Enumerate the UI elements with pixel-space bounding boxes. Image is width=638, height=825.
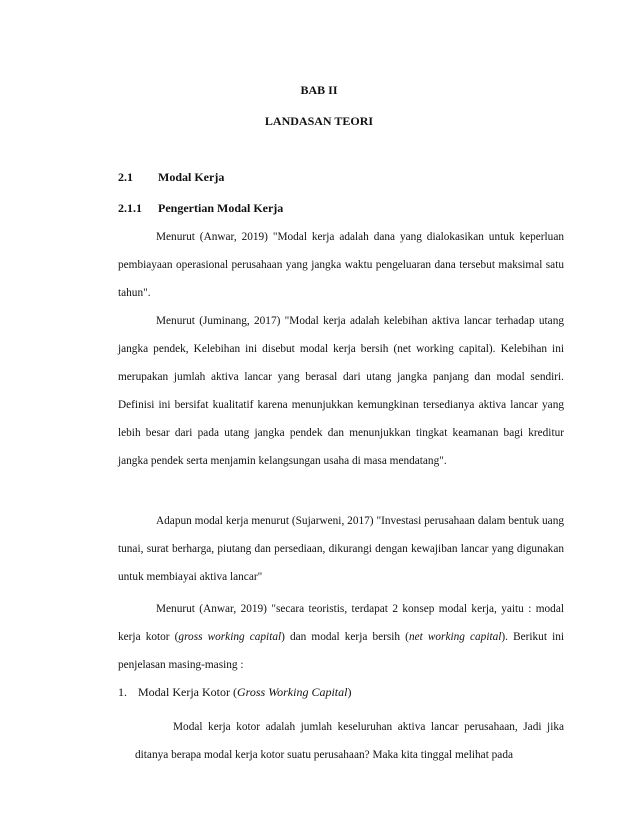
list-item-italic-term: Gross Working Capital [236,685,348,699]
subsection-number: 2.1.1 [118,201,142,215]
paragraph-concepts [118,595,564,679]
paragraph-anwar: Menurut (Anwar, 2019) "Modal kerja adalah dana yang dialokasikan untuk keperluan pembiayaan operasional perusahaan yang jangka waktu pengeluaran dana tersebut maksimal satu tahun". [118,231,564,299]
subsection-title: Pengertian Modal Kerja [158,201,284,215]
section-number: 2.1 [118,170,133,184]
subsection-heading [118,201,283,216]
paragraph-juminang: Menurut (Juminang, 2017) "Modal kerja adalah kelebihan aktiva lancar terhadap utang jangka pendek, Kelebihan ini disebut modal kerja bersih (net working capital). Kelebihan ini merupakan jumlah aktiva lancar yang berasal dari utang jangka panjang dan modal sendiri. Definisi ini bersifat kualitatif karena menunjukkan kemungkinan tersedianya aktiva lancar yang lebih besar dari pada utang jangka pendek dan menunjukkan tingkat keamanan bagi kreditur jangka pendek serta menjamin kelangsungan usaha di masa mendatang". [118,315,564,467]
gross-working-capital-term: gross working capital [178,631,282,643]
concepts-text-mid: ) dan modal kerja bersih ( [281,631,409,643]
net-working-capital-term: net working capital [408,631,502,643]
section-heading [118,170,224,185]
chapter-title: LANDASAN TEORI [264,114,374,128]
paragraph-sujarweni: Adapun modal kerja menurut (Sujarweni, 2017) "Investasi perusahaan dalam bentuk uang tunai, surat berharga, piutang dan persediaan, dikurangi dengan kewajiban lancar yang digunakan untuk membiayai aktiva lancar" [118,515,564,583]
concepts-text: Menurut (Anwar, 2019) "secara teoristis, terdapat 2 konsep modal kerja, yaitu : modal kerja kotor ( [118,603,564,643]
list-item-text: Modal Kerja Kotor ( [138,685,237,699]
list-item-number: 1. [118,685,127,699]
section-title: Modal Kerja [158,170,225,184]
chapter-number: BAB II [300,83,338,97]
concepts-text-end: ). Berikut ini penjelasan masing-masing : [118,631,565,671]
paragraph-gross-capital: Modal kerja kotor adalah jumlah keseluruhan aktiva lancar perusahaan, Jadi jika ditanya berapa modal kerja kotor suatu perusahaan? Maka kita tinggal melihat pada [135,721,564,761]
list-item-heading [118,685,351,700]
list-item-close: ) [347,685,352,699]
